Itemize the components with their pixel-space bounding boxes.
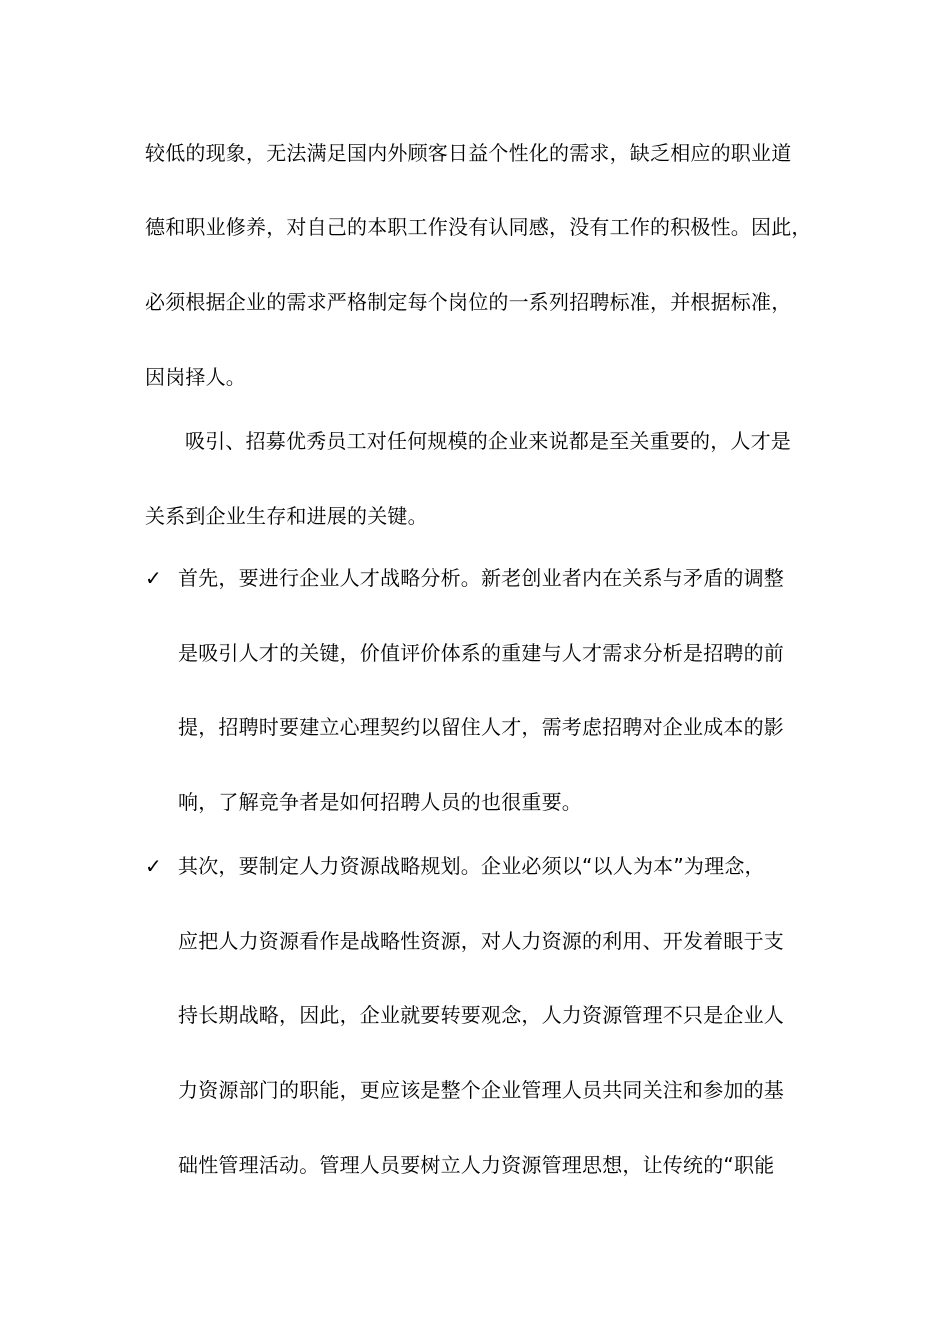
- paragraph-2-line-2: 关系到企业生存和进展的关键。: [145, 504, 428, 528]
- bullet-2-line-3: 持长期战略，因此，企业就要转要观念，人力资源管理不只是企业人: [178, 1003, 784, 1027]
- bullet-2-line-2: 应把人力资源看作是战略性资源，对人力资源的利用、开发着眼于支: [178, 929, 784, 953]
- bullet-2-line-1: 其次，要制定人力资源战略规划。企业必须以“以人为本”为理念，: [178, 854, 765, 878]
- paragraph-1-line-2: 德和职业修养，对自己的本职工作没有认同感，没有工作的积极性。因此，: [145, 215, 812, 239]
- bullet-1-line-2: 是吸引人才的关键，价值评价体系的重建与人才需求分析是招聘的前: [178, 641, 784, 665]
- bullet-1-line-1: 首先，要进行企业人才战略分析。新老创业者内在关系与矛盾的调整: [178, 566, 784, 590]
- bullet-2-line-4: 力资源部门的职能，更应该是整个企业管理人员共同关注和参加的基: [178, 1078, 784, 1102]
- checkmark-icon: ✓: [145, 854, 162, 878]
- paragraph-1-line-1: 较低的现象，无法满足国内外顾客日益个性化的需求，缺乏相应的职业道: [145, 141, 792, 165]
- paragraph-1-line-4: 因岗择人。: [145, 365, 246, 389]
- bullet-1-line-4: 响，了解竞争者是如何招聘人员的也很重要。: [178, 790, 582, 814]
- checkmark-icon: ✓: [145, 566, 162, 590]
- bullet-2-line-5: 础性管理活动。管理人员要树立人力资源管理思想，让传统的“职能: [178, 1153, 775, 1177]
- paragraph-1-line-3: 必须根据企业的需求严格制定每个岗位的一系列招聘标准，并根据标准，: [145, 290, 792, 314]
- bullet-1-line-3: 提，招聘时要建立心理契约以留住人才，需考虑招聘对企业成本的影: [178, 715, 784, 739]
- paragraph-2-line-1: 吸引、招募优秀员工对任何规模的企业来说都是至关重要的，人才是: [185, 429, 791, 453]
